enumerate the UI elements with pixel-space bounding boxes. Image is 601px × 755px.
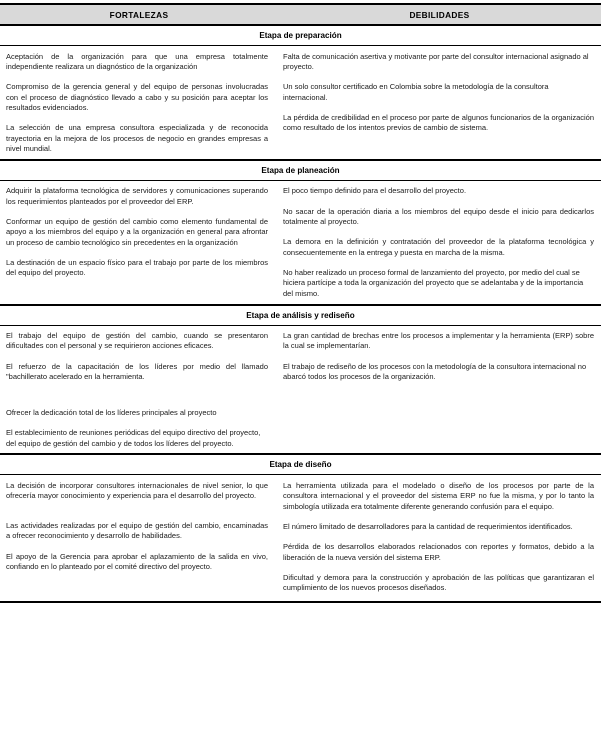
table-bottom-rule — [0, 601, 601, 603]
stage-header-analisis-rediseno: Etapa de análisis y rediseño — [0, 304, 601, 326]
table-cell: El trabajo de rediseño de los procesos con la metodología de la consultora internacional no abarcó todos los procesos de la organización. — [283, 361, 587, 382]
table-cell: La pérdida de credibilidad en el proceso por parte de algunos funcionarios de la organización como resultado de los intentos previos de cambio de sistema. — [283, 112, 594, 133]
table-cell: La gran cantidad de brechas entre los procesos a implementar y la herramienta (ERP) sobre la cual se implementarían. — [283, 331, 594, 351]
table-cell: Adquirir la plataforma tecnológica de servidores y comunicaciones superando los requerimientos planteados por el proveedor del ERP. — [6, 186, 268, 206]
table-cell: El establecimiento de reuniones periódicas del equipo directivo del proyecto, del equipo de gestión del cambio y de todos los líderes del proyecto. — [6, 428, 261, 448]
table-cell: La selección de una empresa consultora especializada y de reconocida trayectoria en la mejora de los procesos de negocio en grandes empresas a nivel mundial. — [6, 123, 268, 153]
section-preparacion-debilidades — [278, 46, 601, 138]
table-cell: La herramienta utilizada para el modelado o diseño de los procesos por parte de la consultora internacional y el proveedor del sistema ERP no fue la misma, y por lo tanto la simbología utilizada era totalmente diferente generando confusión para el equipo. — [283, 480, 594, 511]
table-cell: El poco tiempo definido para el desarrollo del proyecto. — [283, 186, 467, 196]
table-header-row — [0, 3, 601, 26]
table-cell: Las actividades realizadas por el equipo de gestión del cambio, encaminadas a ofrecer reconocimiento y desarrollo de habilidades. — [6, 521, 268, 541]
section-planeacion — [0, 181, 601, 304]
section-diseno-debilidades — [278, 475, 601, 598]
section-planeacion-debilidades — [278, 181, 601, 304]
section-planeacion-fortalezas — [0, 181, 278, 283]
stage-header-planeacion: Etapa de planeación — [0, 159, 601, 181]
stage-header-diseno: Etapa de diseño — [0, 453, 601, 475]
table-cell: El número limitado de desarrolladores para la cantidad de requerimientos identificados. — [283, 521, 573, 531]
table-cell: La demora en la definición y contratación del proveedor de la plataforma tecnológica y consecuentemente en la entrega y puesta en marcha de la misma. — [283, 237, 594, 257]
column-header-debilidades: DEBILIDADES — [409, 9, 470, 20]
table-cell: Conformar un equipo de gestión del cambio como elemento fundamental de apoyo a los miembros del equipo y a la organización en general para afrontar un proceso de cambio tecnológico sin precedentes en la organización — [6, 216, 268, 247]
section-analisis-fortalezas — [0, 326, 278, 454]
table-cell: El apoyo de la Gerencia para aprobar el aplazamiento de la salida en vivo, confiando en lo planteado por el comité directivo del proyecto. — [6, 551, 268, 572]
table-cell: Pérdida de los desarrollos elaborados relacionados con reportes y formatos, debido a la liberación de la nueva versión del sistema ERP. — [283, 542, 594, 562]
table-cell: La destinación de un espacio físico para el trabajo por parte de los miembros del equipo del proyecto. — [6, 257, 268, 278]
table-cell: El refuerzo de la capacitación de los líderes por medio del llamado "bachillerato acelerado en la herramienta. — [6, 361, 268, 382]
column-header-fortalezas: FORTALEZAS — [109, 9, 169, 20]
stage-header-preparacion: Etapa de preparación — [0, 26, 601, 46]
table-cell: No haber realizado un proceso formal de lanzamiento del proyecto, por medio del cual se hiciera partícipe a toda la organización del proyecto que se adelantaba y de la importancia del mismo. — [283, 267, 584, 298]
section-diseno-fortalezas — [0, 475, 278, 577]
table-cell: Un solo consultor certificado en Colombia sobre la metodología de la consultora internacional. — [283, 82, 549, 102]
swot-table — [0, 3, 601, 603]
section-analisis-rediseno — [0, 326, 601, 454]
table-cell: Dificultad y demora para la construcción y aprobación de las políticas que garantizaran el cumplimiento de los nuevos procesos diseñados. — [283, 572, 594, 593]
table-cell: El trabajo del equipo de gestión del cambio, cuando se presentaron dificultades con el personal y se requirieron acciones eficaces. — [6, 331, 268, 351]
section-analisis-debilidades — [278, 326, 601, 387]
table-cell: Ofrecer la dedicación total de los líderes principales al proyecto — [6, 407, 217, 417]
table-cell: La decisión de incorporar consultores internacionales de nivel senior, lo que ofrecería mayor conocimiento y experiencia para el desarrollo del proyecto. — [6, 480, 268, 501]
section-preparacion — [0, 46, 601, 159]
section-diseno — [0, 475, 601, 598]
section-preparacion-fortalezas — [0, 46, 278, 159]
table-cell: No sacar de la operación diaria a los miembros del equipo desde el inicio para dedicarlos totalmente al proyecto. — [283, 206, 594, 226]
table-cell: Falta de comunicación asertiva y motivante por parte del consultor internacional asignado al proyecto. — [283, 51, 589, 71]
table-cell: Aceptación de la organización para que una empresa totalmente independiente realizara un diagnóstico de la organización — [6, 51, 268, 71]
table-cell: Compromiso de la gerencia general y del equipo de personas involucradas con el proceso de diagnóstico llevado a cabo y su posición para aceptar los resultados evidenciados. — [6, 82, 268, 112]
